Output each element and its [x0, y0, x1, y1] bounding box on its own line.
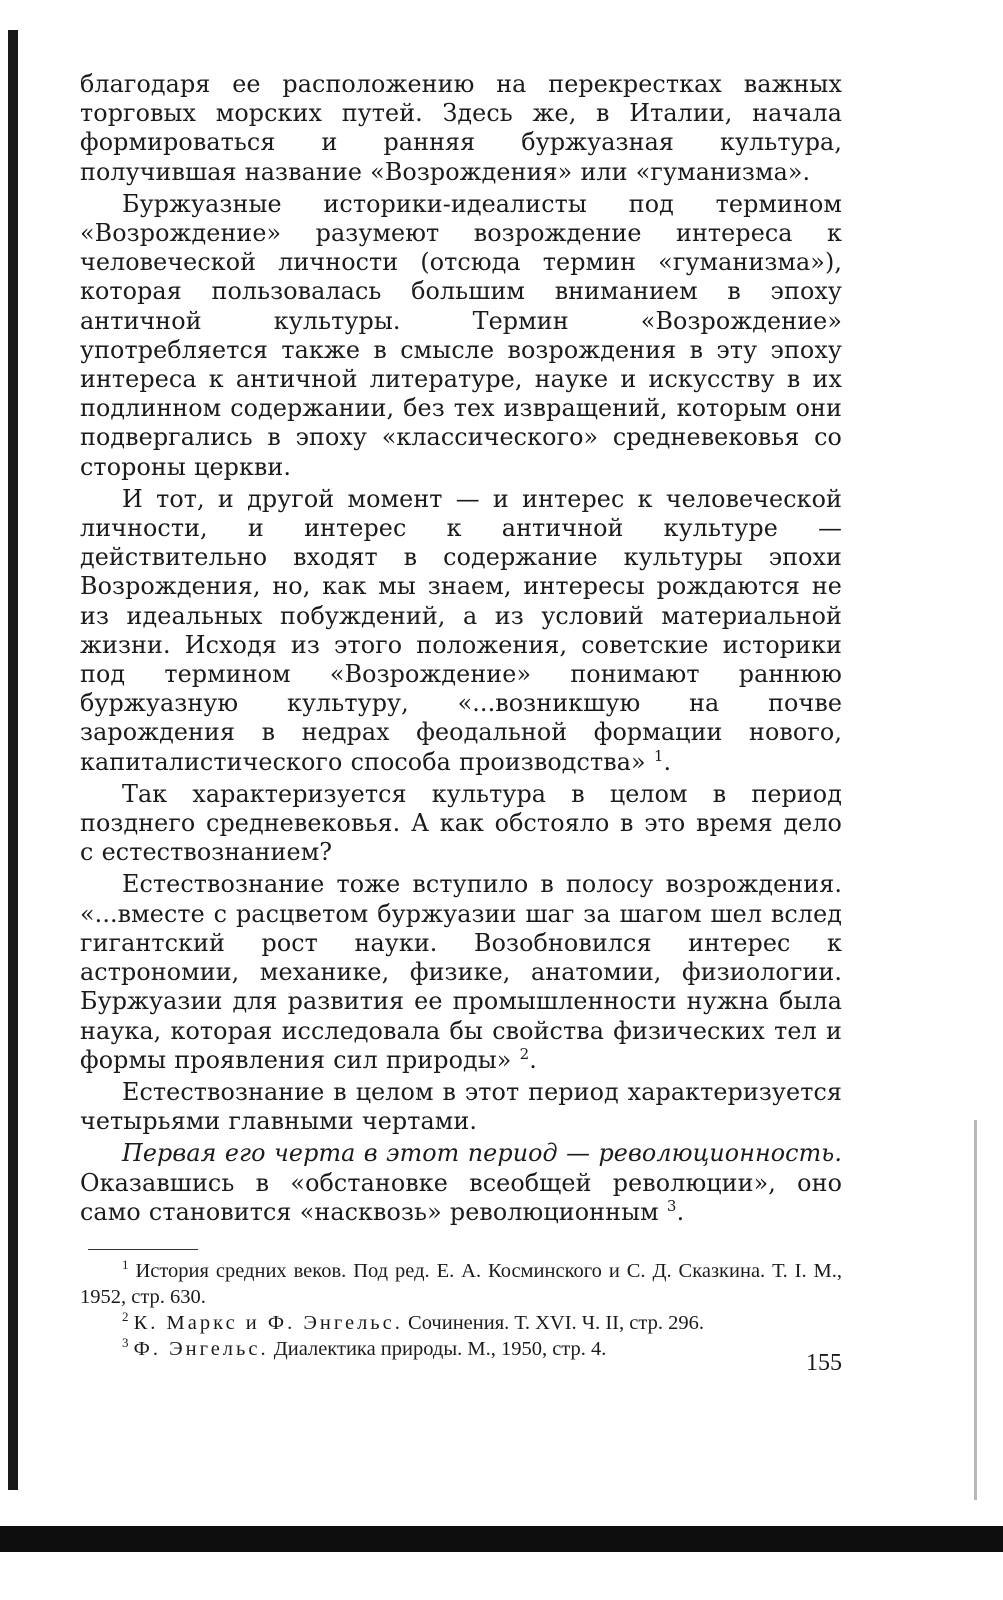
paragraph-text: Естествознание в целом в этот период характеризуется четырьями главными чертами.: [80, 1077, 842, 1136]
paragraph: [80, 870, 842, 1074]
paragraph: [80, 1139, 842, 1227]
paragraph-end: .: [663, 747, 672, 776]
paragraph: [80, 190, 842, 482]
paragraph-text: И тот, и другой момент — и интерес к человеческой личности, и интерес к античной культуре — действительно входят в содержание культуры эпохи Возрождения, но, как мы знаем, интересы рождаются не из идеальных побуждений, а из условий материальной жизни. Исходя из этого положения, советские историки под термином «Возрождение» понимают раннюю буржуазную культуру, «...возникшую на почве зарождения в недрах феодальной формации нового, капиталистического способа производства»: [80, 484, 842, 776]
scan-edge-left: [8, 30, 18, 1490]
footnote: [80, 1258, 842, 1310]
page-number: 155: [806, 1350, 842, 1376]
italic-emphasis: Первая его черта в этот период — революционность.: [122, 1139, 842, 1168]
paragraph-text: Оказавшись в «обстановке всеобщей революции», оно само становится «насквозь» революционным: [80, 1168, 842, 1226]
footnote: [80, 1336, 842, 1362]
paragraph: [80, 70, 842, 187]
paragraph-text: Буржуазные историки-идеалисты под термином «Возрождение» разумеют возрождение интереса к человеческой личности (отсюда термин «гуманизма»), которая пользовалась большим вниманием в эпоху античной культуры. Термин «Возрождение» употребляется также в смысле возрождения в эту эпоху интереса к античной литературе, науке и искусству в их подлинном содержании, без тех извращений, которым они подвергались в эпоху «классического» средневековья со стороны церкви.: [80, 189, 842, 481]
paragraph-text: благодаря ее расположению на перекрестках важных торговых морских путей. Здесь же, в Италии, начала формироваться и ранняя буржуазная культура, получившая название «Возрождения» или «гуманизма».: [80, 70, 842, 186]
footnote-number: 2: [122, 1309, 129, 1325]
footnote-ref: 3: [666, 1196, 677, 1215]
paragraph-end: .: [676, 1197, 685, 1226]
page-content: [80, 70, 842, 1362]
body-text: [80, 70, 842, 1227]
footnotes: [80, 1258, 842, 1362]
scan-edge-right: [974, 1120, 977, 1500]
footnote-number: 1: [122, 1257, 129, 1273]
footnote-number: 3: [122, 1335, 129, 1351]
footnote-ref: 1: [653, 746, 664, 765]
paragraph-text: Естествознание тоже вступило в полосу возрождения. «...вместе с расцветом буржуазии шаг за шагом шел вслед гигантский рост науки. Возобновился интерес к астрономии, механике, физике, анатомии, физиологии. Буржуазии для развития ее промышленности нужна была наука, которая исследовала бы свойства физических тел и формы проявления сил природы»: [80, 870, 842, 1074]
footnote-text: Сочинения. Т. XVI. Ч. II, стр. 296.: [402, 1311, 704, 1334]
paragraph: [80, 780, 842, 868]
paragraph: [80, 485, 842, 777]
footnote-text: Диалектика природы. М., 1950, стр. 4.: [268, 1337, 607, 1360]
footnote: [80, 1310, 842, 1336]
footnote-text: История средних веков. Под ред. Е. А. Косминского и С. Д. Сказкина. Т. I. М., 1952, стр. 630.: [80, 1259, 843, 1308]
paragraph-end: .: [529, 1045, 537, 1074]
footnote-ref: 2: [519, 1044, 530, 1063]
paragraph-text: Так характеризуется культура в целом в период позднего средневековья. А как обстояло в это время дело с естествознанием?: [80, 779, 842, 867]
scan-edge-bottom: [0, 1526, 1003, 1552]
footnote-divider: [88, 1249, 198, 1250]
footnote-author: Ф. Энгельс.: [133, 1337, 269, 1360]
paragraph: [80, 1078, 842, 1136]
footnote-author: К. Маркс и Ф. Энгельс.: [133, 1311, 403, 1334]
